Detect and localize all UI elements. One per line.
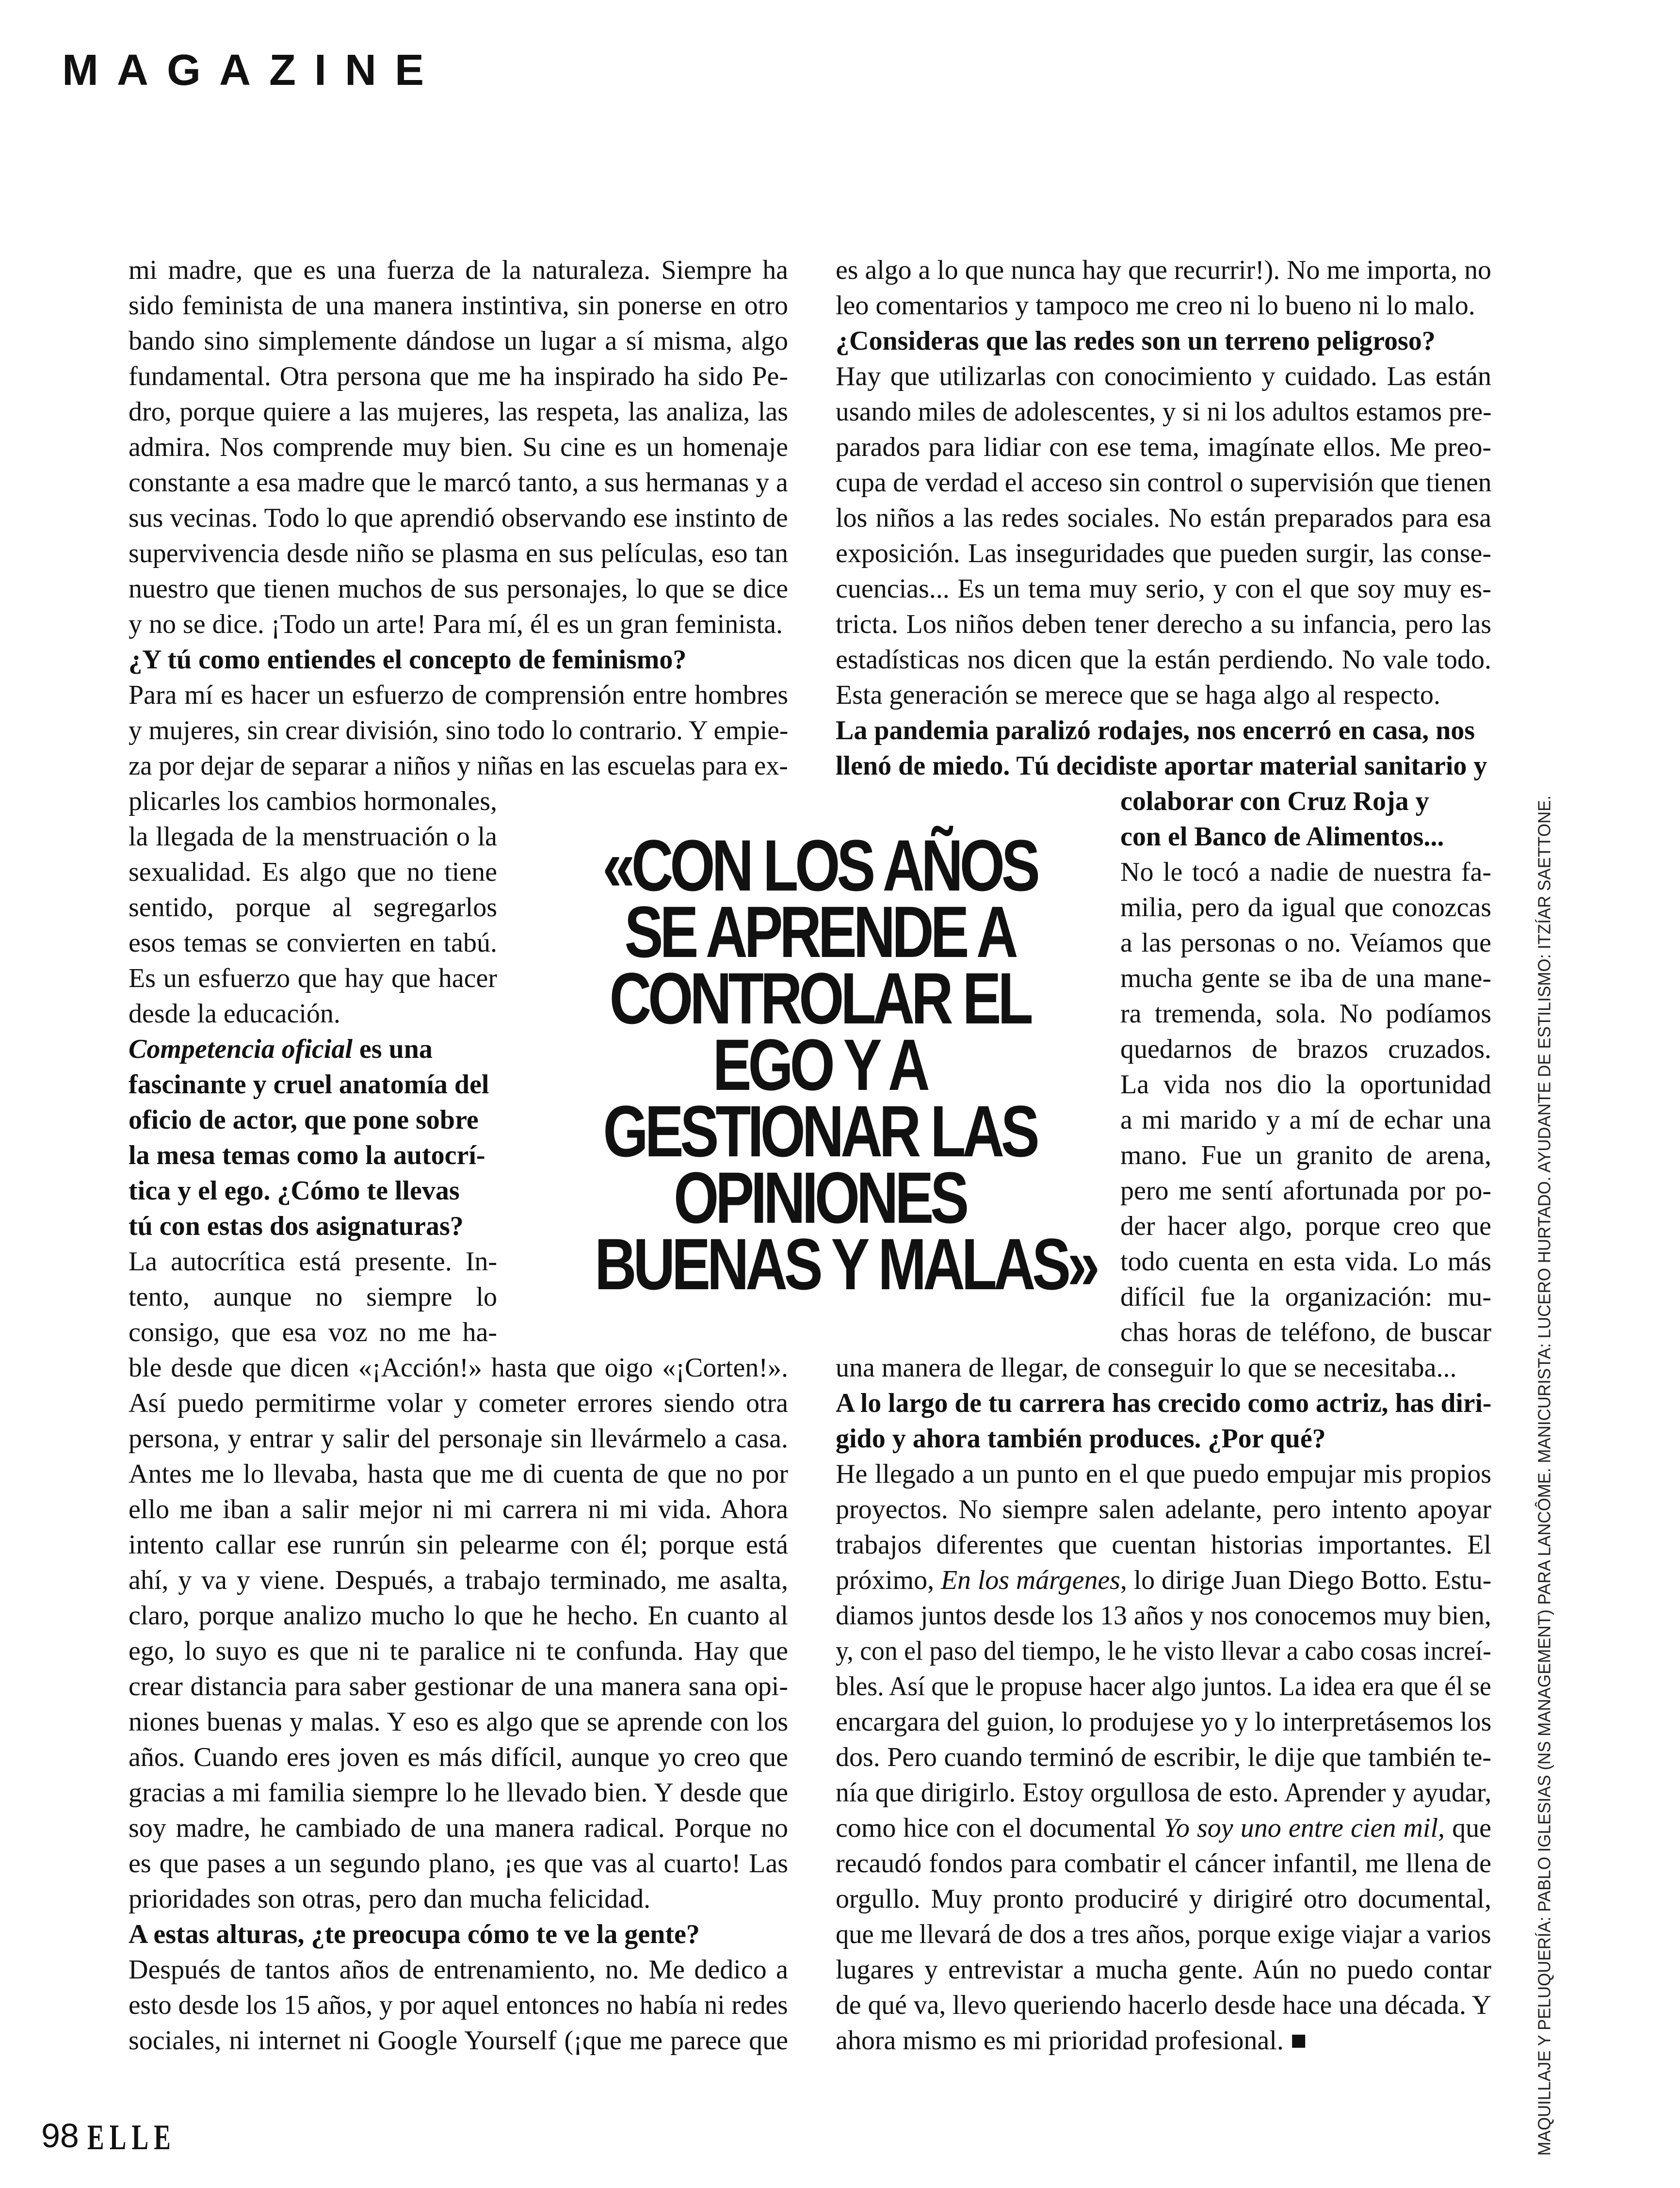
text-line [836, 1775, 1491, 1811]
text-line [129, 961, 497, 996]
text-run: exposición. Las inseguridades que pueden surgir, las conse- [836, 538, 1491, 568]
italic-title: En los márgenes [940, 1565, 1120, 1595]
text-run: fascinante y cruel anatomía del [129, 1070, 489, 1100]
text-line [129, 784, 497, 819]
text-run: La autocrítica está presente. In- [129, 1247, 497, 1277]
text-line [129, 1527, 788, 1563]
text-line [129, 1173, 497, 1209]
text-line [129, 253, 788, 288]
text-run: Antes me lo llevaba, hasta que me di cuenta de que no por [129, 1459, 788, 1489]
text-line [129, 1669, 788, 1704]
text-line [836, 1527, 1491, 1563]
text-run: difícil fue la organización: mu- [1120, 1282, 1491, 1312]
text-run: sexualidad. Es algo que no tiene [129, 857, 497, 887]
text-run: cupa de verdad el acceso sin control o supervisión que tienen [836, 468, 1492, 498]
italic-title: Yo soy uno entre cien mil, [1163, 1813, 1445, 1843]
text-line [1120, 890, 1491, 925]
text-run: que me llevará de dos a tres años, porque exige viajar a varios [836, 1919, 1491, 1949]
text-line [836, 748, 1491, 784]
text-run: colaborar con Cruz Roja y [1120, 786, 1429, 816]
text-run: A lo largo de tu carrera has crecido como actriz, has diri- [836, 1388, 1492, 1418]
text-run: bando sino simplemente dándose un lugar a sí misma, algo [129, 326, 788, 356]
text-line [129, 1138, 497, 1173]
text-line [129, 2023, 788, 2058]
text-run: Es un esfuerzo que hay que hacer [129, 963, 497, 993]
text-run: tica y el ego. ¿Cómo te llevas [129, 1176, 460, 1206]
text-line [129, 890, 497, 925]
text-run: sociales, ni internet ni Google Yourself (¡que me parece que [129, 2026, 788, 2056]
text-run: lugares y entrevistar a mucha gente. Aún no puedo contar [836, 1955, 1491, 1985]
text-line [1120, 1244, 1491, 1280]
text-line [129, 1917, 788, 1952]
text-line [1120, 925, 1491, 961]
section-title: MAGAZINE [62, 46, 442, 95]
text-run: sus vecinas. Todo lo que aprendió observando ese instinto de [129, 503, 788, 533]
text-run: desde la educación. [129, 999, 340, 1029]
text-run: llenó de miedo. Tú decidiste aportar material sanitario y [836, 751, 1487, 781]
text-line [129, 1244, 497, 1280]
text-run: estadísticas nos dicen que la están perdiendo. No vale todo. [836, 645, 1491, 675]
text-run: es que pases a un segundo plano, ¡es que vas al cuarto! Las [129, 1848, 788, 1879]
text-line [836, 1740, 1491, 1775]
text-line [129, 607, 788, 642]
page-number: 98 [41, 2117, 79, 2155]
text-line [836, 394, 1491, 430]
italic-title: Competencia oficial [129, 1034, 353, 1064]
text-run: tento, aunque no siempre lo [129, 1282, 497, 1312]
text-line [129, 501, 788, 536]
text-run: proyectos. No siempre salen adelante, pero intento apoyar [836, 1494, 1491, 1524]
text-line [836, 678, 1491, 713]
text-line [836, 1350, 1491, 1386]
text-line [129, 996, 497, 1032]
text-run: La pandemia paralizó rodajes, nos encerró en casa, nos [836, 715, 1475, 746]
text-line [1120, 819, 1491, 855]
text-line [129, 288, 788, 324]
text-line [836, 1492, 1491, 1527]
text-run: A estas alturas, ¿te preocupa cómo te ve la gente? [129, 1919, 700, 1949]
text-run: milia, pero da igual que conozcas [1120, 892, 1491, 923]
text-run: recaudó fondos para combatir el cáncer infantil, me llena de [836, 1848, 1491, 1879]
text-line [836, 359, 1491, 394]
text-run: Así puedo permitirme volar y cometer errores siendo otra [129, 1388, 788, 1418]
text-run: crear distancia para saber gestionar de una manera sana opi- [129, 1671, 788, 1702]
text-line [129, 1350, 788, 1386]
text-line [129, 925, 497, 961]
text-run: mi madre, que es una fuerza de la naturaleza. Siempre ha [129, 255, 788, 285]
text-run: za por dejar de separar a niños y niñas en las escuelas para ex- [129, 751, 788, 781]
text-line [836, 1811, 1491, 1846]
text-line [129, 642, 788, 678]
text-line [1120, 1032, 1491, 1067]
text-line [129, 1704, 788, 1740]
text-line [129, 536, 788, 571]
text-line [836, 465, 1491, 501]
text-line [1120, 1173, 1491, 1209]
text-run: los niños a las redes sociales. No están preparados para esa [836, 503, 1491, 533]
text-line [1120, 961, 1491, 996]
text-run: der hacer algo, porque creo que [1120, 1211, 1491, 1241]
text-run: ahí, y va y viene. Después, a trabajo terminado, me asalta, [129, 1565, 788, 1595]
text-run: a las personas o no. Veíamos que [1120, 928, 1491, 958]
text-run: sentido, porque al segregarlos [129, 892, 497, 923]
pull-quote-line: «CON LOS AÑOS [602, 825, 1037, 906]
text-run: trabajos diferentes que cuentan historias importantes. El [836, 1530, 1491, 1560]
text-line [129, 855, 497, 890]
text-run: He llegado a un punto en el que puedo empujar mis propios [836, 1459, 1491, 1489]
text-run: pero me sentí afortunada por po- [1120, 1176, 1491, 1206]
text-run: esto desde los 15 años, y por aquel entonces no había ni redes [129, 1990, 788, 2020]
text-run: ello me iban a salir mejor ni mi carrera ni mi vida. Ahora [129, 1494, 788, 1524]
text-run: bles. Así que le propuse hacer algo juntos. La idea era que él se [836, 1671, 1491, 1702]
text-run: tú con estas dos asignaturas? [129, 1211, 464, 1241]
text-line [1120, 1280, 1491, 1315]
text-line [836, 1634, 1491, 1669]
text-line [836, 1457, 1491, 1492]
text-run: No le tocó a nadie de nuestra fa- [1120, 857, 1491, 887]
text-line [129, 1811, 788, 1846]
text-line [1120, 1102, 1491, 1138]
text-run: , lo dirige Juan Diego Botto. Estu- [1120, 1565, 1492, 1595]
text-line [836, 1421, 1491, 1457]
text-run: Hay que utilizarlas con conocimiento y cuidado. Las están [836, 361, 1491, 391]
text-run: es algo a lo que nunca hay que recurrir!). No me importa, no [836, 255, 1491, 285]
text-line [1120, 1315, 1491, 1350]
text-run: Para mí es hacer un esfuerzo de comprensión entre hombres [129, 680, 788, 710]
text-line [836, 1917, 1491, 1952]
text-line [836, 1704, 1491, 1740]
text-run: ego, lo suyo es que ni te paralice ni te confunda. Hay que [129, 1636, 788, 1666]
text-run: claro, porque analizo mucho lo que he hecho. En cuanto al [129, 1601, 788, 1631]
text-run: la mesa temas como la autocrí- [129, 1140, 485, 1170]
text-line [129, 1457, 788, 1492]
text-line [129, 1386, 788, 1421]
text-run: Después de tantos años de entrenamiento, no. Me dedico a [129, 1955, 788, 1985]
text-run: constante a esa madre que le marcó tanto, a sus hermanas y a [129, 468, 788, 498]
text-run: ahora mismo es mi prioridad profesional. ■ [836, 2026, 1307, 2056]
text-run: ble desde que dicen «¡Acción!» hasta que oigo «¡Corten!». [129, 1353, 788, 1383]
text-run: fundamental. Otra persona que me ha inspirado ha sido Pe- [129, 361, 788, 391]
text-line [129, 359, 788, 394]
text-run: usando miles de adolescentes, y si ni los adultos estamos pre- [836, 397, 1492, 427]
pull-quote-line: OPINIONES [674, 1157, 966, 1238]
pull-quote-line: CONTROLAR EL [609, 957, 1030, 1039]
text-line [836, 571, 1491, 607]
text-run: prioridades son otras, pero dan mucha felicidad. [129, 1884, 651, 1914]
text-run: y, con el paso del tiempo, le he visto llevar a cabo cosas increí- [836, 1636, 1491, 1666]
text-run: niones buenas y malas. Y eso es algo que se aprende con los [129, 1707, 788, 1737]
text-line [836, 1881, 1491, 1917]
text-run: que [1445, 1813, 1492, 1843]
text-line [129, 748, 788, 784]
text-line [129, 1492, 788, 1527]
text-line [836, 501, 1491, 536]
text-line [129, 1634, 788, 1669]
text-line [1120, 1209, 1491, 1244]
photo-credits: MAQUILLAJE Y PELUQUERÍA: PABLO IGLESIAS (NS MANAGEMENT) PARA LANCÔME. MANICURISTA: LUCERO HURTADO. AYUDANTE DE ESTILISMO: ITZÍAR SAETTONE. [1534, 795, 1554, 2156]
text-run: dro, porque quiere a las mujeres, las respeta, las analiza, las [129, 397, 788, 427]
text-line [129, 1421, 788, 1457]
text-line [129, 819, 497, 855]
text-run: es una [352, 1034, 433, 1064]
text-run: y mujeres, sin crear división, sino todo lo contrario. Y empie- [129, 715, 789, 746]
text-line [1120, 996, 1491, 1032]
text-line [129, 465, 788, 501]
text-line [129, 1881, 788, 1917]
text-run: todo cuenta en esta vida. Lo más [1120, 1247, 1491, 1277]
text-run: mano. Fue un granito de arena, [1120, 1140, 1491, 1170]
text-line [129, 1209, 497, 1244]
text-line [836, 1386, 1491, 1421]
text-run: orgullo. Muy pronto produciré y dirigiré otro documental, [836, 1884, 1491, 1914]
text-line [129, 324, 788, 359]
text-line [129, 1775, 788, 1811]
text-line [129, 678, 788, 713]
text-line [129, 1846, 788, 1881]
text-line [129, 1563, 788, 1598]
text-line [129, 1598, 788, 1634]
text-line [1120, 1138, 1491, 1173]
text-line [129, 1952, 788, 1988]
text-line [836, 1988, 1491, 2023]
text-line [129, 1102, 497, 1138]
text-run: ¿Y tú como entiendes el concepto de feminismo? [129, 645, 687, 675]
text-run: dos. Pero cuando terminó de escribir, le dije que también te- [836, 1742, 1491, 1772]
text-run: nía que dirigirlo. Estoy orgullosa de esto. Aprender y ayudar, [836, 1778, 1492, 1808]
text-line [836, 1952, 1491, 1988]
text-run: como hice con el documental [836, 1813, 1163, 1843]
text-run: soy madre, he cambiado de una manera radical. Porque no [129, 1813, 788, 1843]
text-line [836, 713, 1491, 748]
text-run: con el Banco de Alimentos... [1120, 822, 1444, 852]
text-run: gido y ahora también produces. ¿Por qué? [836, 1424, 1326, 1454]
text-line [836, 1669, 1491, 1704]
text-line [129, 713, 788, 748]
text-line [836, 2023, 1491, 2058]
text-run: chas horas de teléfono, de buscar [1120, 1317, 1491, 1347]
pull-quote-line: BUENAS Y MALAS» [595, 1223, 1097, 1305]
text-run: persona, y entrar y salir del personaje sin llevármelo a casa. [129, 1424, 788, 1454]
text-line [836, 607, 1491, 642]
elle-logo: ELLE [87, 2118, 177, 2157]
text-line [1120, 855, 1491, 890]
text-run: supervivencia desde niño se plasma en sus películas, eso tan [129, 538, 788, 568]
text-run: una manera de llegar, de conseguir lo que se necesitaba... [836, 1353, 1457, 1383]
pull-quote-line: GESTIONAR LAS [603, 1090, 1036, 1172]
text-run: La vida nos dio la oportunidad [1120, 1070, 1491, 1100]
text-run: ra tremenda, sola. No podíamos [1120, 999, 1491, 1029]
text-line [836, 1598, 1491, 1634]
text-line [836, 642, 1491, 678]
text-run: nuestro que tienen muchos de sus personajes, lo que se dice [129, 574, 788, 604]
text-run: plicarles los cambios hormonales, [129, 786, 497, 816]
pull-quote-line: SE APRENDE A [624, 891, 1015, 972]
text-run: gracias a mi familia siempre lo he llevado bien. Y desde que [129, 1778, 788, 1808]
text-line [129, 571, 788, 607]
text-run: cuencias... Es un tema muy serio, y con el que soy muy es- [836, 574, 1491, 604]
text-run: y no se dice. ¡Todo un arte! Para mí, él es un gran feminista. [129, 609, 783, 639]
text-line [129, 1988, 788, 2023]
text-run: Esta generación se merece que se haga algo al respecto. [836, 680, 1440, 710]
text-run: a mi marido y a mí de echar una [1120, 1105, 1491, 1135]
text-line [1120, 1067, 1491, 1102]
text-run: ¿Consideras que las redes son un terreno peligroso? [836, 326, 1436, 356]
text-run: quedarnos de brazos cruzados. [1120, 1034, 1491, 1064]
text-run: la llegada de la menstruación o la [129, 822, 497, 852]
text-line [836, 324, 1491, 359]
text-run: años. Cuando eres joven es más difícil, aunque yo creo que [129, 1742, 788, 1772]
text-line [836, 430, 1491, 465]
text-line [129, 1067, 497, 1102]
text-line [836, 1846, 1491, 1881]
text-run: sido feminista de una manera instintiva, sin ponerse en otro [129, 291, 788, 321]
text-run: diamos juntos desde los 13 años y nos conocemos muy bien, [836, 1601, 1491, 1631]
text-line [129, 1740, 788, 1775]
text-run: encargara del guion, lo produjese yo y lo interpretásemos los [836, 1707, 1492, 1737]
text-line [129, 394, 788, 430]
text-line [836, 288, 1491, 324]
text-line [836, 1563, 1491, 1598]
text-line [1120, 784, 1491, 819]
text-run: tricta. Los niños deben tener derecho a su infancia, pero las [836, 609, 1491, 639]
text-run: próximo, [836, 1565, 941, 1595]
text-line [129, 1315, 497, 1350]
text-run: consigo, que esa voz no me ha- [129, 1317, 497, 1347]
text-run: parados para lidiar con ese tema, imagínate ellos. Me preo- [836, 432, 1491, 462]
text-run: mucha gente se iba de una mane- [1120, 963, 1491, 993]
text-run: admira. Nos comprende muy bien. Su cine es un homenaje [129, 432, 788, 462]
pull-quote-line: EGO Y A [712, 1024, 927, 1105]
text-line [836, 253, 1491, 288]
text-line [129, 430, 788, 465]
text-run: de qué va, llevo queriendo hacerlo desde hace una década. Y [836, 1990, 1491, 2020]
text-run: leo comentarios y tampoco me creo ni lo bueno ni lo malo. [836, 291, 1475, 321]
text-run: oficio de actor, que pone sobre [129, 1105, 479, 1135]
text-line [129, 1280, 497, 1315]
text-line [129, 1032, 497, 1067]
text-run: intento callar ese runrún sin pelearme con él; porque está [129, 1530, 788, 1560]
text-run: esos temas se convierten en tabú. [129, 928, 497, 958]
text-line [836, 536, 1491, 571]
pull-quote [538, 825, 1101, 1305]
